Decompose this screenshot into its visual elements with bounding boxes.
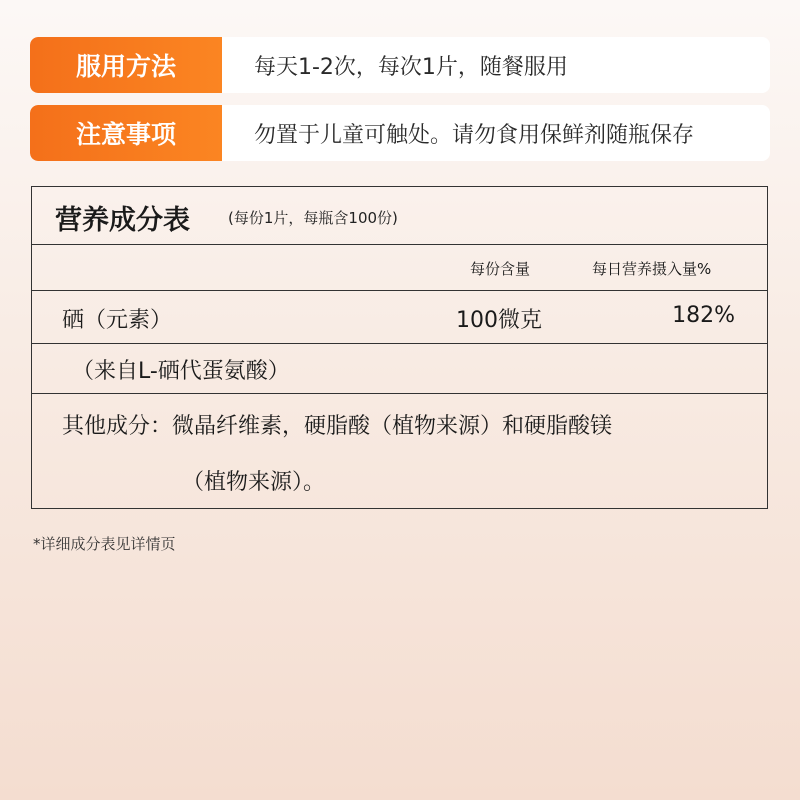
nutrition-title: 营养成分表 (55, 205, 190, 236)
caution-label: 注意事项 (30, 105, 222, 161)
other-ingredients-line1: 其他成分：微晶纤维素，硬脂酸（植物来源）和硬脂酸镁 (62, 414, 613, 439)
usage-value: 每天1-2次，每次1片，随餐服用 (254, 54, 568, 80)
nutrition-table (31, 186, 768, 509)
usage-row (30, 37, 770, 93)
nutrient-source: （来自L-硒代蛋氨酸） (72, 359, 290, 384)
nutrition-header-row (32, 244, 767, 291)
other-ingredients-line2: （植物来源）。 (182, 470, 326, 495)
header-amount: 每份含量 (470, 260, 531, 278)
nutrient-daily-value: 182% (672, 303, 735, 328)
usage-label: 服用方法 (30, 37, 222, 93)
caution-value: 勿置于儿童可触处。请勿食用保鲜剂随瓶保存 (254, 122, 695, 148)
nutrient-source-row (32, 343, 767, 394)
caution-row (30, 105, 770, 161)
nutrient-amount: 100微克 (456, 308, 542, 333)
nutrient-name: 硒（元素） (62, 308, 173, 333)
header-daily-value: 每日营养摄入量% (592, 260, 712, 278)
nutrient-row (32, 290, 767, 344)
footnote: *详细成分表见详情页 (33, 535, 176, 553)
nutrition-title-row (32, 187, 767, 245)
nutrition-subtitle: (每份1片，每瓶含100份) (228, 209, 398, 227)
